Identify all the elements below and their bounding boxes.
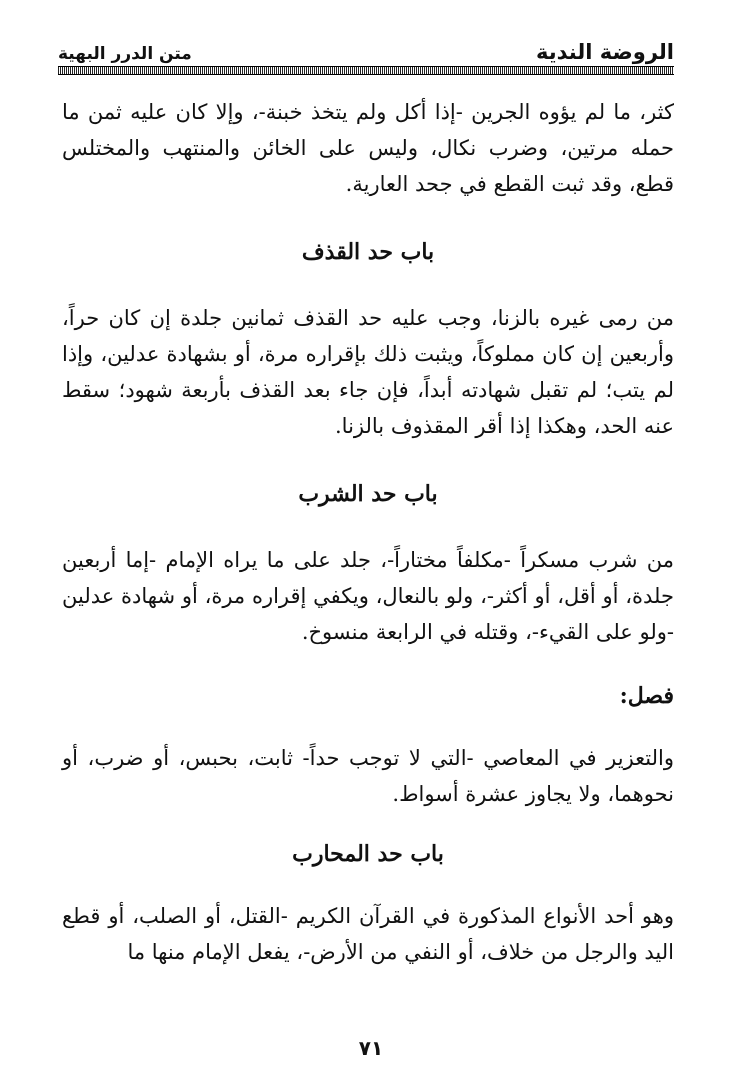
section-heading-muharib: باب حد المحارب <box>292 841 444 867</box>
subsection-heading-fasl: فصل: <box>619 683 674 709</box>
book-subtitle: متن الدرر البهية <box>58 44 192 64</box>
section-heading-qadhf: باب حد القذف <box>301 239 435 265</box>
page-body <box>62 94 674 970</box>
paragraph-qadhf: من رمى غيره بالزنا، وجب عليه حد القذف ثمانين جلدة إن كان حراً، وأربعين إن كان مملوكاً، ويثبت ذلك بإقراره مرة، أو بشهادة عدلين، وإذا لم يتب؛ لم تقبل شهادته أبداً، فإن جاء بعد القذف بأربعة شهود؛ سقط عنه الحد، وهكذا إذا أقر المقذوف بالزنا. <box>62 306 674 438</box>
book-title: الروضة الندية <box>536 40 674 64</box>
header-divider <box>58 66 674 75</box>
paragraph-muharib: وهو أحد الأنواع المذكورة في القرآن الكريم -القتل، أو الصلب، أو قطع اليد والرجل من خلاف، أو النفي من الأرض-، يفعل الإمام منها ما <box>62 904 674 964</box>
paragraph-shurb: من شرب مسكراً -مكلفاً مختاراً-، جلد على ما يراه الإمام -إما أربعين جلدة، أو أقل، أو أكثر-، ولو بالنعال، ويكفي إقراره مرة، أو شهادة عدلين -ولو على القيء-، وقتله في الرابعة منسوخ. <box>62 548 674 644</box>
page-number: ٧١ <box>358 1036 384 1060</box>
paragraph-theft-continued: كثر، ما لم يؤوه الجرين -إذا أكل ولم يتخذ خبنة-، وإلا كان عليه ثمن ما حمله مرتين، وضرب نكال، وليس على الخائن والمنتهب والمختلس قطع، وقد ثبت القطع في جحد العارية. <box>62 100 674 196</box>
paragraph-tazir: والتعزير في المعاصي -التي لا توجب حداً- ثابت، بحبس، أو ضرب، أو نحوهما، ولا يجاوز عشرة أسواط. <box>62 746 674 806</box>
section-heading-shurb: باب حد الشرب <box>298 481 438 507</box>
running-header <box>58 30 674 64</box>
